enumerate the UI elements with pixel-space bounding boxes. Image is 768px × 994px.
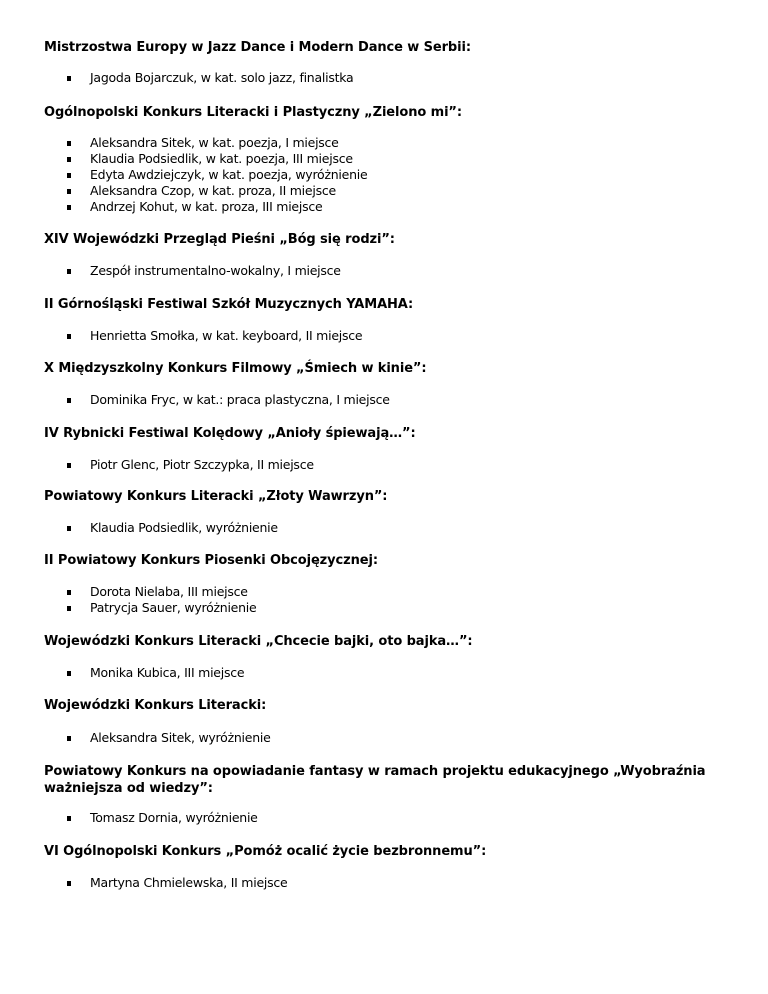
section-heading: II Powiatowy Konkurs Piosenki Obcojęzycznej: bbox=[44, 553, 378, 568]
section-heading: II Górnośląski Festiwal Szkół Muzycznych YAMAHA: bbox=[44, 297, 414, 312]
section-heading: Powiatowy Konkurs Literacki „Złoty Wawrzyn”: bbox=[44, 489, 388, 504]
bullet-icon bbox=[67, 189, 71, 194]
section-heading: Wojewódzki Konkurs Literacki „Chcecie bajki, oto bajka…”: bbox=[44, 634, 473, 649]
bullet-icon bbox=[67, 606, 71, 611]
bullet-icon bbox=[67, 526, 71, 531]
document-page: Mistrzostwa Europy w Jazz Dance i Modern Dance w Serbii: Jagoda Bojarczuk, w kat. solo jazz, finalistka Ogólnopolski Konkurs Literacki i Plastyczny „Zielono mi”: Aleksandra Sitek, w kat. poezja, I miejsce Klaudia Podsiedlik, w kat. poezja, III miejsce Edyta Awdziejczyk, w kat. poezja, wyróżnienie Aleksandra Czop, w kat. proza, II miejsce Andrzej Kohut, w kat. proza, III miejsce XIV Wojewódzki Przegląd Pieśni „Bóg się rodzi”: Zespół instrumentalno-wokalny, I miejsce II Górnośląski Festiwal Szkół Muzycznych YAMAHA: Henrietta Smołka, w kat. keyboard, II miejsce X Międzyszkolny Konkurs Filmowy „Śmiech w kinie”: Dominika Fryc, w kat.: praca plastyczna, I miejsce IV Rybnicki Festiwal Kolędowy „Anioły śpiewają…”: Piotr Glenc, Piotr Szczypka, II miejsce Powiatowy Konkurs Literacki „Złoty Wawrzyn”: Klaudia Podsiedlik, wyróżnienie II Powiatowy Konkurs Piosenki Obcojęzycznej: Dorota Nielaba, III miejsce Patrycja Sauer, wyróżnienie Wojewódzki Konkurs Literacki „Chcecie bajki, oto bajka…”: Monika Kubica, III miejsce Wojewódzki Konkurs Literacki: Aleksandra Sitek, wyróżnienie Powiatowy Konkurs na opowiadanie fantasy w ramach projektu edukacyjnego „Wyobraźnia ważniejsza od wiedzy”: Tomasz Dornia, wyróżnienie VI Ogólnopolski Konkurs „Pomóż ocalić życie bezbronnemu”: Martyna Chmielewska, II miejsce bbox=[0, 0, 768, 994]
section-heading: Wojewódzki Konkurs Literacki: bbox=[44, 698, 267, 713]
section-heading: Mistrzostwa Europy w Jazz Dance i Modern Dance w Serbii: bbox=[44, 40, 471, 55]
bullet-icon bbox=[67, 736, 71, 741]
section-heading: IV Rybnicki Festiwal Kolędowy „Anioły śpiewają…”: bbox=[44, 426, 416, 441]
bullet-icon bbox=[67, 463, 71, 468]
section-heading: XIV Wojewódzki Przegląd Pieśni „Bóg się rodzi”: bbox=[44, 232, 395, 247]
bullet-icon bbox=[67, 205, 71, 210]
bullet-icon bbox=[67, 398, 71, 403]
bullet-icon bbox=[67, 269, 71, 274]
section-heading: X Międzyszkolny Konkurs Filmowy „Śmiech w kinie”: bbox=[44, 361, 427, 376]
bullet-icon bbox=[67, 671, 71, 676]
bullet-icon bbox=[67, 173, 71, 178]
bullet-icon bbox=[67, 334, 71, 339]
bullet-icon bbox=[67, 141, 71, 146]
bullet-icon bbox=[67, 157, 71, 162]
bullet-icon bbox=[67, 590, 71, 595]
section-heading: Powiatowy Konkurs na opowiadanie fantasy w ramach projektu edukacyjnego „Wyobraźnia ważniejsza od wiedzy”: bbox=[44, 764, 706, 796]
section-heading: VI Ogólnopolski Konkurs „Pomóż ocalić życie bezbronnemu”: bbox=[44, 844, 487, 859]
section-heading: Ogólnopolski Konkurs Literacki i Plastyczny „Zielono mi”: bbox=[44, 105, 462, 120]
bullet-icon bbox=[67, 816, 71, 821]
bullet-icon bbox=[67, 76, 71, 81]
bullet-icon bbox=[67, 881, 71, 886]
